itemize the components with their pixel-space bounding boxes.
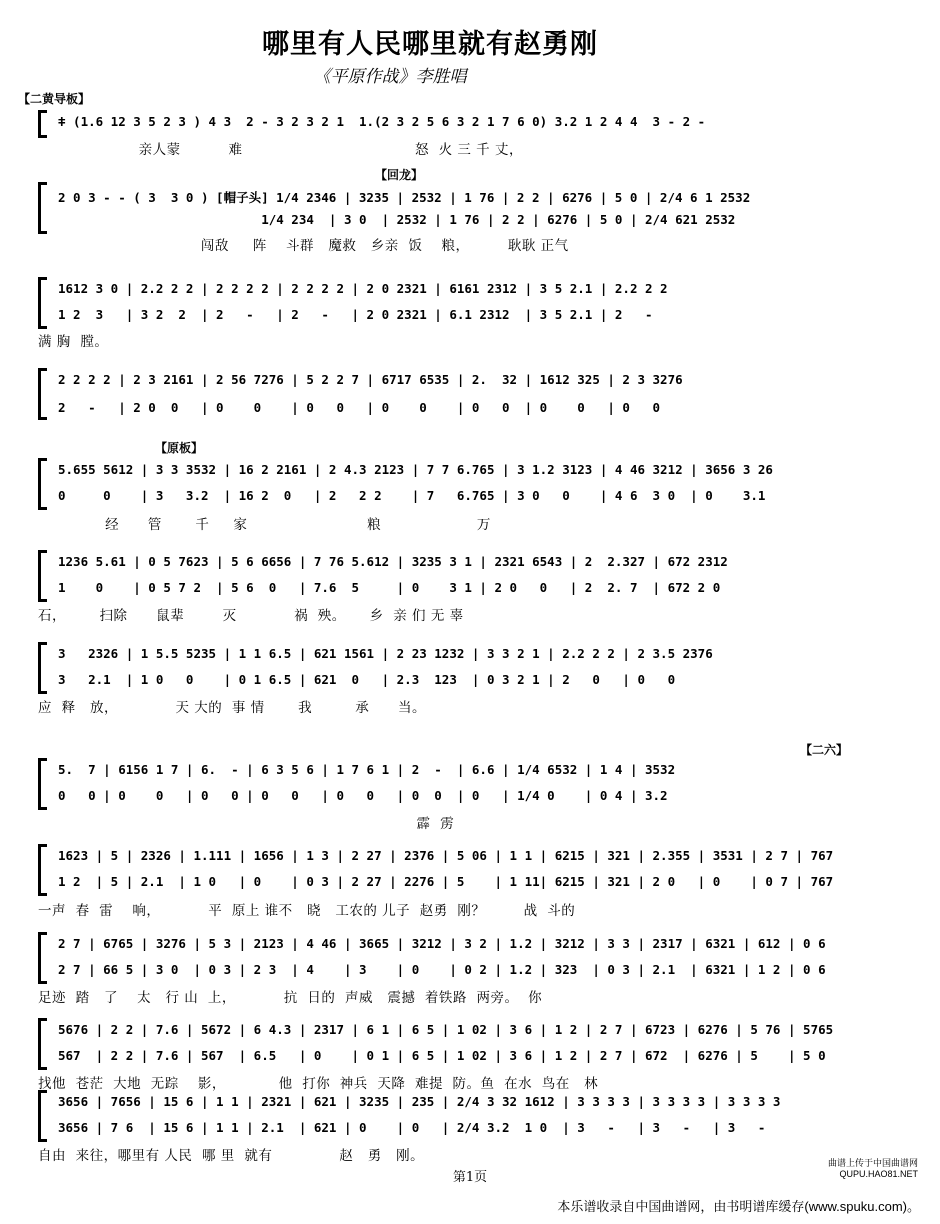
system-brace	[38, 758, 41, 810]
score-system-9	[38, 842, 890, 922]
notes-bottom: 2 7 | 66 5 | 3 0 | 0 3 | 2 3 | 4 | 3 | 0 | 0 2 | 1.2 | 323 | 0 3 | 2.1 | 6321 | 1 2 | 0 6	[58, 962, 826, 977]
notes-top: 3 2326 | 1 5.5 5235 | 1 1 6.5 | 621 1561 | 2 23 1232 | 3 3 2 1 | 2.2 2 2 | 2 3.5 2376	[58, 646, 713, 661]
notes-top: 1612 3 0 | 2.2 2 2 | 2 2 2 2 | 2 2 2 2 | 2 0 2321 | 6161 2312 | 3 5 2.1 | 2.2 2 2	[58, 281, 668, 296]
score-system-8	[38, 756, 890, 836]
section-tag-yuanban: 【原板】	[155, 441, 204, 455]
notes-bottom: 1/4 234 | 3 0 | 2532 | 1 76 | 2 2 | 6276 | 5 0 | 2/4 621 2532	[58, 212, 736, 227]
system-brace	[38, 1018, 41, 1070]
score-system-4	[38, 366, 890, 426]
system-brace	[38, 932, 41, 984]
system-brace	[38, 458, 41, 510]
score-system-5	[38, 456, 890, 536]
notes-top: 5.655 5612 | 3 3 3532 | 16 2 2161 | 2 4.3 2123 | 7 7 6.765 | 3 1.2 3123 | 4 46 3212 | 3656 3 26	[58, 462, 773, 477]
notes-top: 5. 7 | 6156 1 7 | 6. - | 6 3 5 6 | 1 7 6 1 | 2 - | 6.6 | 1/4 6532 | 1 4 | 3532	[58, 762, 676, 777]
lyrics-line: 足迹 踏 了 太 行 山 上， 抗 日的 声威 震撼 着铁路 两旁。 你	[38, 990, 543, 1006]
notes-top: ǂ (1.6 12 3 5 2 3 ) 4 3 2 - 3 2 3 2 1 1.(2 3 2 5 6 3 2 1 7 6 0) 3.2 1 2 4 4 3 - 2 -	[58, 114, 706, 129]
lyrics-line: 满 胸 膛。	[38, 334, 109, 350]
lyrics-line: 一声 春 雷 响， 平 原上 谁不 晓 工农的 儿子 赵勇 刚？ 战 斗的	[38, 903, 576, 919]
lyrics-line: 经 管 千 家 粮 万	[38, 517, 491, 533]
system-brace	[38, 277, 41, 329]
lyrics-line: 应 释 放， 天 大的 事 情 我 承 当。	[38, 700, 427, 716]
score-system-3	[38, 275, 890, 350]
notes-top: 3656 | 7656 | 15 6 | 1 1 | 2321 | 621 | 3235 | 235 | 2/4 3 32 1612 | 3 3 3 3 | 3 3 3 3 | 3 3 3 3	[58, 1094, 781, 1109]
score-system-12	[38, 1088, 890, 1168]
notes-bottom: 1 0 | 0 5 7 2 | 5 6 0 | 7.6 5 | 0 3 1 | 2 0 0 | 2 2. 7 | 672 2 0	[58, 580, 721, 595]
notes-top: 1623 | 5 | 2326 | 1.111 | 1656 | 1 3 | 2 27 | 2376 | 5 06 | 1 1 | 6215 | 321 | 2.355 | 3531 | 2 7 | 767	[58, 848, 834, 863]
notes-top: 2 0 3 - - ( 3 3 0 ) [帽子头] 1/4 2346 | 3235 | 2532 | 1 76 | 2 2 | 6276 | 5 0 | 2/4 6 1 2532	[58, 190, 751, 205]
notes-top: 2 7 | 6765 | 3276 | 5 3 | 2123 | 4 46 | 3665 | 3212 | 3 2 | 1.2 | 3212 | 3 3 | 2317 | 6321 | 612 | 0 6	[58, 936, 826, 951]
system-brace	[38, 110, 41, 138]
notes-bottom: 1 2 3 | 3 2 2 | 2 - | 2 - | 2 0 2321 | 6.1 2312 | 3 5 2.1 | 2 -	[58, 307, 653, 322]
system-brace	[38, 844, 41, 896]
lyrics-line: 石， 扫除 鼠辈 灭 祸 殃。 乡 亲 们 无 辜	[38, 608, 464, 624]
lyrics-line: 亲人蒙 难 怒 火 三 千 丈，	[38, 142, 523, 158]
notes-top: 1236 5.61 | 0 5 7623 | 5 6 6656 | 7 76 5.612 | 3235 3 1 | 2321 6543 | 2 2.327 | 672 2312	[58, 554, 728, 569]
system-brace	[38, 368, 41, 420]
lyrics-line: 闯敌 阵 斗群 魔救 乡亲 饭 粮， 耿耿 正气	[38, 238, 569, 254]
score-system-1	[38, 108, 890, 158]
notes-bottom: 567 | 2 2 | 7.6 | 567 | 6.5 | 0 | 0 1 | 6 5 | 1 02 | 3 6 | 1 2 | 2 7 | 672 | 6276 | 5 | 5 0	[58, 1048, 826, 1063]
watermark-line-1: 曲谱上传于中国曲谱网	[827, 1158, 918, 1168]
score-system-10	[38, 930, 890, 1010]
source-credit: 本乐谱收录自中国曲谱网，由书明谱库缓存(www.spuku.com)。	[557, 1199, 920, 1214]
lyrics-line: 霹 雳	[38, 816, 455, 832]
notes-top: 5676 | 2 2 | 7.6 | 5672 | 6 4.3 | 2317 | 6 1 | 6 5 | 1 02 | 3 6 | 1 2 | 2 7 | 6723 | 6276 | 5 76 | 5765	[58, 1022, 834, 1037]
notes-bottom: 1 2 | 5 | 2.1 | 1 0 | 0 | 0 3 | 2 27 | 2276 | 5 | 1 11| 6215 | 321 | 2 0 | 0 | 0 7 | 767	[58, 874, 834, 889]
section-tag-erhuang: 【二黄导板】	[18, 92, 91, 106]
system-brace	[38, 182, 41, 234]
score-system-11	[38, 1016, 890, 1096]
system-brace	[38, 642, 41, 694]
system-brace	[38, 1090, 41, 1142]
lyrics-line: 自由 来往，哪里有 人民 哪 里 就有 赵 勇 刚。	[38, 1148, 425, 1164]
notes-top: 2 2 2 2 | 2 3 2161 | 2 56 7276 | 5 2 2 7 | 6717 6535 | 2. 32 | 1612 325 | 2 3 3276	[58, 372, 683, 387]
notes-bottom: 2 - | 2 0 0 | 0 0 | 0 0 | 0 0 | 0 0 | 0 0 | 0 0	[58, 400, 661, 415]
notes-bottom: 3 2.1 | 1 0 0 | 0 1 6.5 | 621 0 | 2.3 123 | 0 3 2 1 | 2 0 | 0 0	[58, 672, 676, 687]
notes-bottom: 0 0 | 3 3.2 | 16 2 0 | 2 2 2 | 7 6.765 | 3 0 0 | 4 6 3 0 | 0 3.1	[58, 488, 766, 503]
notes-bottom: 3656 | 7 6 | 15 6 | 1 1 | 2.1 | 621 | 0 | 0 | 2/4 3.2 1 0 | 3 - | 3 - | 3 -	[58, 1120, 766, 1135]
score-system-7	[38, 640, 890, 720]
page-number: 第1页	[452, 1170, 488, 1185]
lyrics-line: 找他 苍茫 大地 无踪 影， 他 打你 神兵 天降 难提 防。鱼 在水 鸟在 林	[38, 1076, 599, 1092]
system-brace	[38, 550, 41, 602]
page-subtitle: 《平原作战》李胜唱	[313, 67, 467, 87]
section-tag-erliu: 【二六】	[800, 743, 849, 757]
score-system-2	[38, 180, 890, 254]
score-system-6	[38, 548, 890, 628]
watermark-line-2: QUPU.HAO81.NET	[839, 1169, 918, 1179]
page-title: 哪里有人民哪里就有赵勇刚	[262, 29, 598, 60]
notes-bottom: 0 0 | 0 0 | 0 0 | 0 0 | 0 0 | 0 0 | 0 | 1/4 0 | 0 4 | 3.2	[58, 788, 668, 803]
section-tag-huilong: 【回龙】	[375, 168, 424, 182]
